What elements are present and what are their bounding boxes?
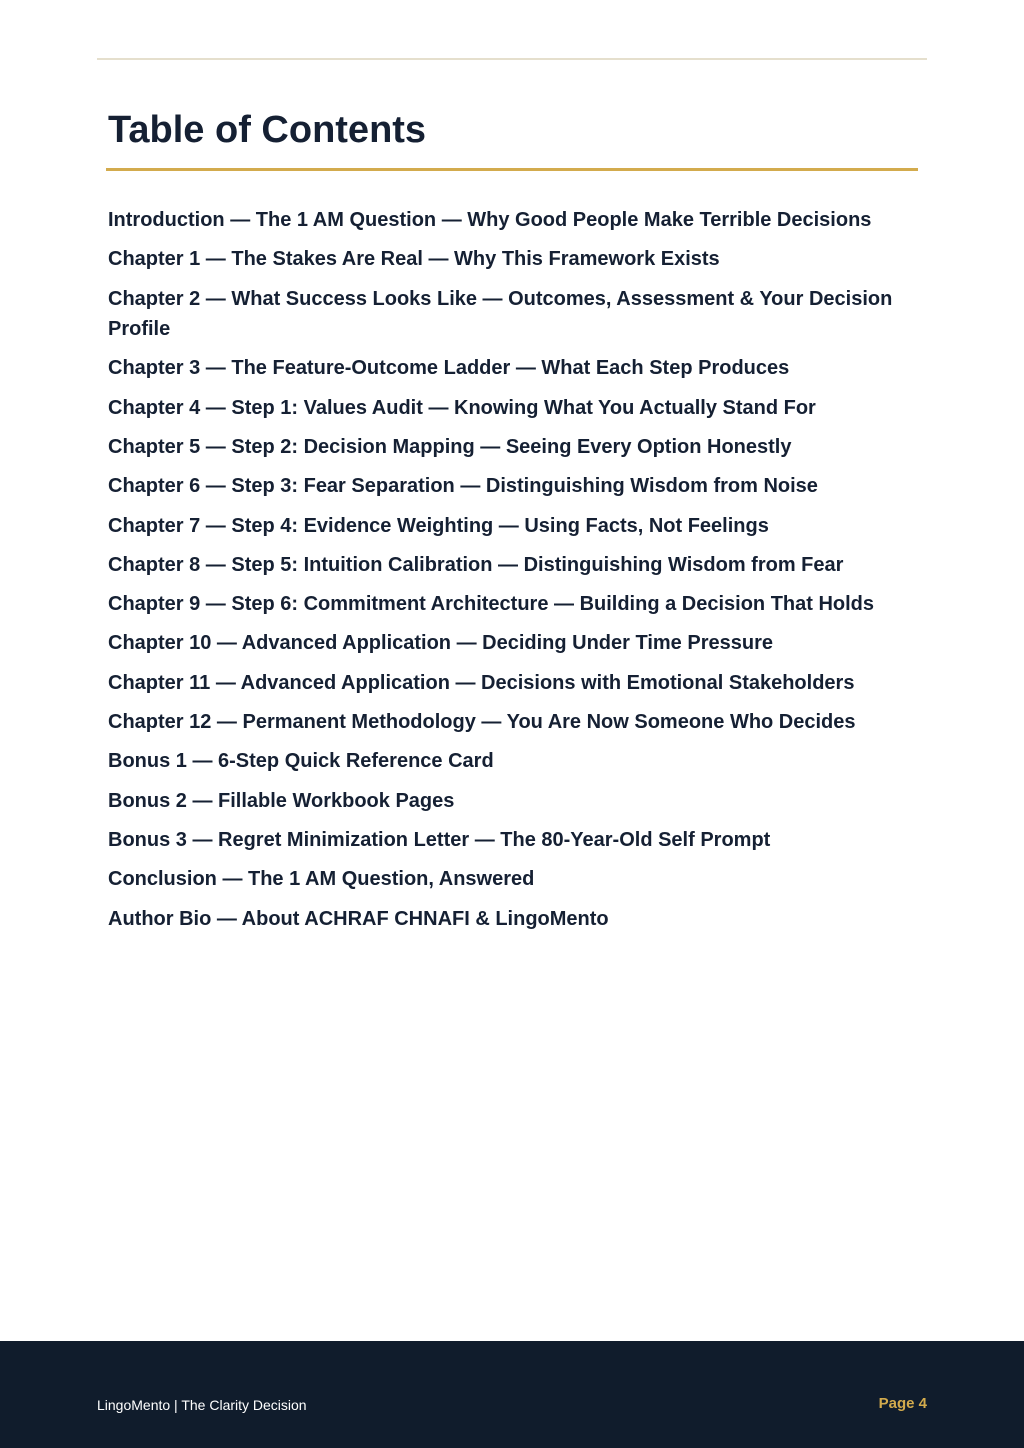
toc-entry-chapter-3[interactable]: Chapter 3 — The Feature-Outcome Ladder — What Each Step Produces — [108, 357, 790, 380]
toc-entry-author-bio[interactable]: Author Bio — About ACHRAF CHNAFI & LingoMento — [108, 907, 609, 930]
toc-entry-chapter-1[interactable]: Chapter 1 — The Stakes Are Real — Why This Framework Exists — [108, 248, 720, 271]
footer-publication-title: LingoMento | The Clarity Decision — [97, 1397, 307, 1413]
page-footer — [0, 1341, 1024, 1448]
page-number: Page 4 — [878, 1395, 927, 1412]
toc-entry-bonus-1[interactable]: Bonus 1 — 6-Step Quick Reference Card — [108, 750, 494, 773]
toc-entry-chapter-10[interactable]: Chapter 10 — Advanced Application — Deciding Under Time Pressure — [108, 632, 773, 655]
title-underline — [106, 168, 918, 171]
toc-entry-bonus-2[interactable]: Bonus 2 — Fillable Workbook Pages — [108, 789, 455, 812]
toc-entry-chapter-5[interactable]: Chapter 5 — Step 2: Decision Mapping — Seeing Every Option Honestly — [108, 435, 792, 458]
toc-entry-bonus-3[interactable]: Bonus 3 — Regret Minimization Letter — The 80-Year-Old Self Prompt — [108, 828, 771, 851]
toc-entry-chapter-12[interactable]: Chapter 12 — Permanent Methodology — You Are Now Someone Who Decides — [108, 711, 856, 734]
toc-entry-chapter-7[interactable]: Chapter 7 — Step 4: Evidence Weighting — Using Facts, Not Feelings — [108, 514, 769, 537]
table-of-contents-list — [108, 205, 928, 943]
page-title: Table of Contents — [108, 109, 427, 151]
top-divider — [97, 58, 927, 60]
toc-entry-chapter-4[interactable]: Chapter 4 — Step 1: Values Audit — Knowing What You Actually Stand For — [108, 396, 816, 419]
toc-entry-chapter-6[interactable]: Chapter 6 — Step 3: Fear Separation — Distinguishing Wisdom from Noise — [108, 475, 818, 498]
toc-entry-introduction[interactable]: Introduction — The 1 AM Question — Why Good People Make Terrible Decisions — [108, 209, 872, 231]
toc-entry-chapter-11[interactable]: Chapter 11 — Advanced Application — Decisions with Emotional Stakeholders — [108, 671, 855, 694]
toc-entry-conclusion[interactable]: Conclusion — The 1 AM Question, Answered — [108, 868, 535, 891]
toc-entry-chapter-9[interactable]: Chapter 9 — Step 6: Commitment Architecture — Building a Decision That Holds — [108, 593, 875, 616]
toc-entry-chapter-2[interactable]: Chapter 2 — What Success Looks Like — Outcomes, Assessment & Your Decision Profile — [108, 287, 893, 341]
toc-entry-chapter-8[interactable]: Chapter 8 — Step 5: Intuition Calibration — Distinguishing Wisdom from Fear — [108, 553, 844, 576]
